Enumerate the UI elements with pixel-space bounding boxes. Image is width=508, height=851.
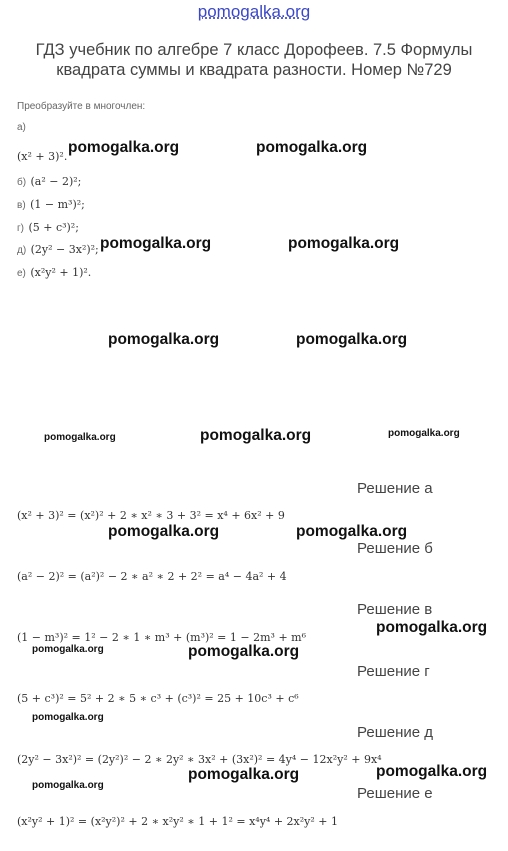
task-item-e (17, 240, 99, 258)
watermark: pomogalka.org (32, 780, 104, 791)
solution-formula-b: (a² − 2)² = (a²)² − 2 ∗ a² ∗ 2 + 2² = a⁴ − 4a² + 4 (17, 570, 287, 583)
task-item-expr: (5 + c³)²; (28, 221, 79, 234)
task-item-a: (x² + 3)². (17, 150, 68, 163)
task-prompt: Преобразуйте в многочлен: (17, 101, 146, 112)
task-item-label: г) (17, 223, 24, 234)
watermark: pomogalka.org (100, 235, 212, 252)
watermark: pomogalka.org (44, 432, 116, 443)
watermark: pomogalka.org (296, 523, 408, 540)
watermark: pomogalka.org (200, 427, 312, 444)
watermark: pomogalka.org (188, 766, 300, 783)
watermark: pomogalka.org (32, 712, 104, 723)
task-label-a: а) (17, 122, 26, 133)
solution-formula-c: (1 − m³)² = 1² − 2 ∗ 1 ∗ m³ + (m³)² = 1 − 2m³ + m⁶ (17, 631, 306, 644)
task-item-expr: (2y² − 3x²)²; (30, 243, 99, 256)
task-item-expr: (x²y² + 1)². (30, 266, 92, 279)
page-title: ГДЗ учебник по алгебре 7 класс Дорофеев. 7.5 Формулы квадрата суммы и квадрата разности. Номер №729 (35, 41, 473, 79)
task-item-label: в) (17, 200, 26, 211)
task-item-c (17, 195, 85, 213)
watermark: pomogalka.org (256, 139, 368, 156)
solution-formula-e: (2y² − 3x²)² = (2y²)² − 2 ∗ 2y² ∗ 3x² + (3x²)² = 4y⁴ − 12x²y² + 9x⁴ (17, 753, 382, 766)
watermark: pomogalka.org (296, 331, 408, 348)
watermark: pomogalka.org (68, 139, 180, 156)
watermark: pomogalka.org (388, 428, 460, 439)
solution-heading-a: Решение а (357, 480, 433, 497)
watermark: pomogalka.org (188, 643, 300, 660)
task-item-expr: (1 − m³)²; (30, 198, 85, 211)
solution-formula-d: (5 + c³)² = 5² + 2 ∗ 5 ∗ c³ + (c³)² = 25 + 10c³ + c⁶ (17, 692, 299, 705)
watermark: pomogalka.org (288, 235, 400, 252)
solution-heading-e: Решение д (357, 724, 433, 741)
solution-heading-b: Решение б (357, 540, 433, 557)
task-item-b (17, 172, 81, 190)
task-item-label: б) (17, 177, 27, 188)
task-item-f (17, 263, 91, 281)
watermark: pomogalka.org (32, 644, 104, 655)
solution-heading-d: Решение г (357, 663, 430, 680)
task-item-d (17, 218, 79, 236)
site-link[interactable]: pomogalka.org (197, 2, 311, 21)
watermark: pomogalka.org (376, 619, 488, 636)
solution-heading-f: Решение е (357, 785, 433, 802)
task-item-expr: (a² − 2)²; (30, 175, 82, 188)
solution-formula-a: (x² + 3)² = (x²)² + 2 ∗ x² ∗ 3 + 3² = x⁴ + 6x² + 9 (17, 509, 285, 522)
solution-formula-f: (x²y² + 1)² = (x²y²)² + 2 ∗ x²y² ∗ 1 + 1² = x⁴y⁴ + 2x²y² + 1 (17, 815, 338, 828)
solution-heading-c: Решение в (357, 601, 433, 618)
watermark: pomogalka.org (108, 331, 220, 348)
task-item-label: д) (17, 245, 27, 256)
watermark: pomogalka.org (108, 523, 220, 540)
watermark: pomogalka.org (376, 763, 488, 780)
task-item-label: е) (17, 268, 26, 279)
